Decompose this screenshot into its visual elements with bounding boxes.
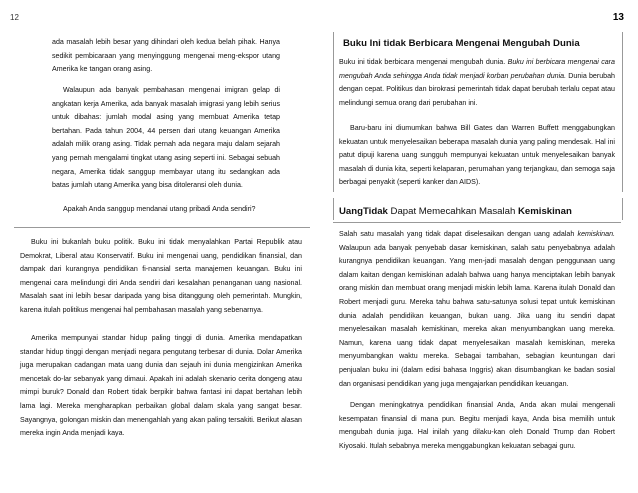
section-2-paragraph-2: Dengan meningkatnya pendidikan finansial Anda, Anda akan mulai mengenali kesempatan finansial di mana pun. Begitu menjadi kaya, Anda bisa memilih untuk mengubah dunia juga. Hal inilah yang dilaku-kan oleh Donald Trump dan Robert Kiyosaki. Itulah sebabnya mereka menggabungkan kekuatan sebagai guru. [339, 401, 615, 450]
question-text: Apakah Anda sanggup mendanai utang pribadi Anda sendiri? [63, 205, 256, 213]
section-1-paragraph-2: Baru-baru ini diumumkan bahwa Bill Gates dan Warren Buffett menggabungkan kekuatan untuk menyelesaikan beberapa masalah dunia yang paling mendesak. Hal ini patut dipuji karena uang sungguh mempunyai kekuatan untuk menyelesaikan banyak masalah di dunia kita, seperti kelaparan, perumahan yang terjangkau, dan semoga saja berbagai penyakit (seperti kanker dan AIDS). [339, 124, 615, 187]
section-divider-right [333, 222, 621, 223]
page-number-left: 12 [10, 13, 19, 22]
section-2-paragraph-1: Salah satu masalah yang tidak dapat diselesaikan dengan uang adalah kemiskinan. Walaupun ada banyak penyebab dasar kemiskinan, salah satu penyebabnya adalah kurangnya pendidikan keuangan. Yang men-jadi masalah dengan penggunaan uang dalam kaitan dengan kemiskinan adalah bahwa uang hanya menciptakan lebih banyak orang miskin dan membuat orang menjadi miskin lebih lama. Karena itulah Donald dan Robert menjadi guru. Mereka tahu bahwa satu-satunya solusi tepat untuk kemiskinan dunia adalah pendidikan keuangan, bukan uang. Jika uang itu sendiri dapat menyelesaikan masalah kemiskinan, mereka akan menyumbangkan uang mereka. Namun, karena uang tidak dapat menyelesaikan masalah kemiskinan, mereka menyumbangkan waktu mereka. Sebagai tambahan, sebagian keuntungan dari penjualan buku ini (dalam edisi bahasa Inggris) akan disumbangkan ke badan sosial dan organisasi pendidikan yang juga mengajarkan pendidikan keuangan. [339, 230, 615, 388]
page-number-right: 13 [612, 12, 624, 23]
quote-paragraph-2: Walaupun ada banyak pembahasan mengenai imigran gelap di angkatan kerja Amerika, ada banyak masalah imigrasi yang lebih serius untuk dibahas: jumlah modal asing yang membuat Amerika tetap bertahan. Pada tahun 2004, 44 persen dari utang keuangan Amerika adalah milik orang asing. Tidak pernah ada negara maju dalam sejarah yang pernah mengalami tingkat utang asing seperti ini. Sebagai sebuah negara, Amerika tidak sanggup membayar utang itu sedangkan ada batas jumlah utang Amerika yang bisa ditoleransi oleh dunia. [52, 86, 280, 190]
section-divider-left [14, 227, 310, 228]
section-1-title: Buku Ini tidak Berbicara Mengenai Mengubah Dunia [343, 38, 580, 49]
quote-paragraph-1: ada masalah lebih besar yang dihindari oleh kedua belah pihak. Hanya sedikit pembicaraan yang menyinggung mengenai meng-ekspor utang Amerika ke tangan orang asing. [52, 38, 280, 74]
body-paragraph-1: Buku ini bukanlah buku politik. Buku ini tidak menyalahkan Partai Republik atau Demokrat, Liberal atau Konservatif. Buku ini mengenai uang, pendidikan finansial, dan dampak dari kurangnya pendidikan fi-nansial serta manajemen keuangan. Buku ini mengenai cara melindungi diri Anda sendiri dari kesalahan penanganan uang nasional. Masalah saat ini lebih besar daripada yang bisa ditanggung oleh pemerintah. Mungkin, karena itulah politikus mengenai hal pembahasan masalah yang sebenarnya. [20, 238, 302, 314]
section-2-title: UangTidak Dapat Memecahkan Masalah Kemiskinan [339, 206, 572, 217]
section-1-paragraph-1: Buku ini tidak berbicara mengenai mengubah dunia. Buku ini berbicara mengenai cara mengubah Anda sehingga Anda tidak menjadi korban perubahan dunia. Dunia berubah dengan cepat. Politikus dan birokrasi pemerintah tidak dapat berubah terlalu cepat atau melindungi semua orang dari perubahan ini. [339, 58, 615, 107]
right-page [319, 0, 638, 493]
body-paragraph-2: Amerika mempunyai standar hidup paling tinggi di dunia. Amerika mendapatkan standar hidup tinggi dengan menjadi negara pengutang terbesar di dunia. Dolar Amerika juga merupakan cadangan mata uang dunia dan sejauh ini dunia mengizinkan Amerika mencetak do-lar sebanyak yang dimaui. Apakah ini adalah skenario cerita dongeng atau mimpi buruk? Donald dan Robert tidak berpikir bahwa fantasi ini dapat bertahan lebih lama lagi. Mereka mengharapkan perbaikan global dalam skala yang sangat besar. Sayangnya, golongan miskin dan menengahlah yang akan paling tersakiti. Berikut alasan mereka ingin Anda menjadi kaya. [20, 334, 302, 438]
